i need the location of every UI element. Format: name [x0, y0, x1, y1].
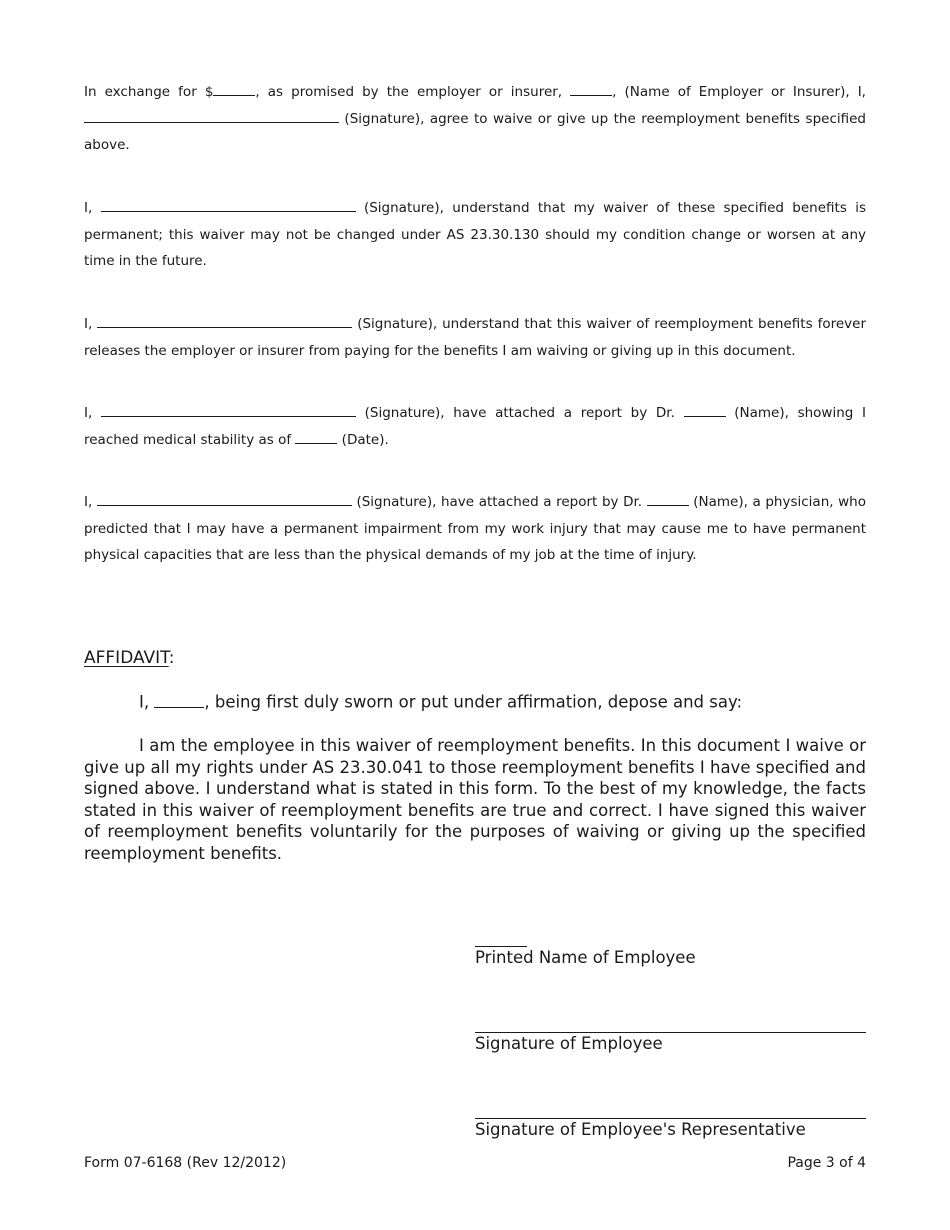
signature-blank[interactable]: [101, 198, 356, 213]
text: (Name), showing I reached medical stability as of: [84, 405, 866, 448]
form-id: Form 07-6168 (Rev 12/2012): [84, 1155, 287, 1171]
text: I,: [84, 405, 101, 421]
representative-signature-label: Signature of Employee's Representative: [475, 1120, 806, 1139]
employee-signature-label: Signature of Employee: [475, 1034, 663, 1053]
printed-name-label: Printed Name of Employee: [475, 948, 696, 967]
affiant-name-blank[interactable]: [154, 690, 204, 708]
text: , (Name of Employer or Insurer), I,: [612, 84, 866, 100]
text: (Signature), understand that this waiver of reemployment benefits forever releases the employer or insurer from paying for the benefits I am waiving or giving up in this document.: [84, 316, 866, 359]
waiver-paragraph-release: [84, 311, 866, 364]
amount-blank[interactable]: [213, 82, 255, 97]
text: (Date).: [337, 431, 389, 448]
affidavit-heading: [84, 648, 174, 668]
doctor-name-blank[interactable]: [647, 492, 689, 507]
affidavit-body: I am the employee in this waiver of reemployment benefits. In this document I waive or give up all my rights under AS 23.30.041 to those reemployment benefits I have specified and signed above. I understand what is stated in this form. To the best of my knowledge, the facts stated in this waiver of reemployment benefits are true and correct. I have signed this waiver of reemployment benefits voluntarily for the purposes of waiving or giving up the specified reemployment benefits.: [84, 736, 866, 863]
affidavit-title: AFFIDAVIT: [84, 648, 169, 668]
waiver-paragraph-medical-stability: [84, 400, 866, 453]
signature-blank[interactable]: [97, 314, 352, 329]
text: I,: [139, 692, 155, 712]
text: (Signature), have attached a report by Dr.: [351, 494, 647, 510]
text: I,: [84, 494, 97, 510]
text: I,: [84, 316, 98, 332]
text: , being first duly sworn or put under affirmation, depose and say:: [204, 692, 743, 712]
waiver-paragraph-impairment: [84, 489, 866, 569]
printed-name-line[interactable]: [475, 946, 527, 947]
date-blank[interactable]: [295, 429, 337, 444]
text: (Name), a physician, who predicted that I may have a permanent impairment from my work injury that may cause me to have permanent physical capacities that are less than the physical demands of my job at the time of injury.: [84, 494, 866, 563]
signature-blank[interactable]: [97, 492, 352, 507]
waiver-paragraph-payment: [84, 79, 866, 159]
waiver-paragraph-permanent: [84, 195, 866, 275]
text: (Signature), agree to waive or give up the reemployment benefits specified above.: [84, 110, 866, 153]
signature-blank[interactable]: [84, 108, 339, 123]
representative-signature-line[interactable]: [475, 1118, 866, 1119]
affidavit-colon: :: [168, 648, 175, 668]
employee-signature-line[interactable]: [475, 1032, 866, 1033]
text: In exchange for $: [84, 84, 214, 100]
doctor-name-blank[interactable]: [684, 403, 726, 418]
page-number: Page 3 of 4: [787, 1155, 866, 1171]
affidavit-oath-line: [139, 690, 742, 712]
signature-blank[interactable]: [101, 403, 356, 418]
text: (Signature), understand that my waiver of these specified benefits is permanent; this waiver may not be changed under AS 23.30.130 should my condition change or worsen at any time in the future.: [84, 200, 866, 269]
text: , as promised by the employer or insurer,: [255, 84, 571, 100]
text: I,: [84, 200, 101, 216]
text: (Signature), have attached a report by Dr.: [355, 405, 684, 421]
employer-name-blank[interactable]: [570, 82, 612, 97]
